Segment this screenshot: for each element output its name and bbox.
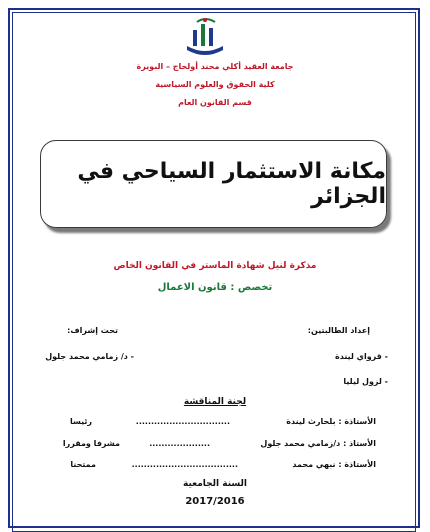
committee-member-dots: .................... — [149, 439, 210, 448]
committee-member-name: الأستاذة : بلحارث ليندة — [286, 417, 376, 426]
academic-year-value: 2017/2016 — [185, 496, 245, 507]
supervisor-heading: تحت إشراف: — [67, 326, 118, 335]
faculty-name: كلية الحقوق والعلوم السياسية — [155, 80, 275, 89]
committee-member-name: الأستاذ : د/زمامي محمد جلول — [260, 439, 376, 448]
student-name-1: - قرواي ليندة — [334, 352, 388, 361]
committee-member-role: ممتحنا — [70, 460, 96, 469]
academic-year-label: السنة الجامعية — [182, 479, 247, 489]
committee-member-role: مشرفا ومقررا — [62, 439, 120, 448]
title-box — [40, 140, 387, 228]
student-name-2: - لزول ليليا — [343, 377, 388, 386]
university-name: جامعة العقيد أكلي محند أولحاج – البويرة — [136, 62, 294, 71]
committee-member-name: الأستاذة : نبهي محمد — [292, 460, 376, 469]
memo-title: مكانة الاستثمار السياحي في الجزائر — [77, 159, 386, 209]
committee-member-dots: ............................... — [135, 417, 230, 426]
committee-member-role: رئيسا — [69, 417, 92, 426]
committee-member-dots: ................................... — [131, 460, 238, 469]
memo-specialty: تخصص : قانون الاعمال — [157, 282, 273, 293]
page-frame-inner — [12, 12, 416, 532]
students-heading: إعداد الطالبتين: — [307, 326, 370, 335]
department-name: قسم القانون العام — [178, 98, 252, 107]
supervisor-name: - د/ زمامي محمد جلول — [45, 352, 134, 361]
committee-heading: لجنة المناقشة — [183, 397, 247, 407]
memo-purpose: مذكرة لنيل شهادة الماستر في القانون الخاص — [113, 261, 317, 271]
university-logo — [183, 16, 227, 56]
